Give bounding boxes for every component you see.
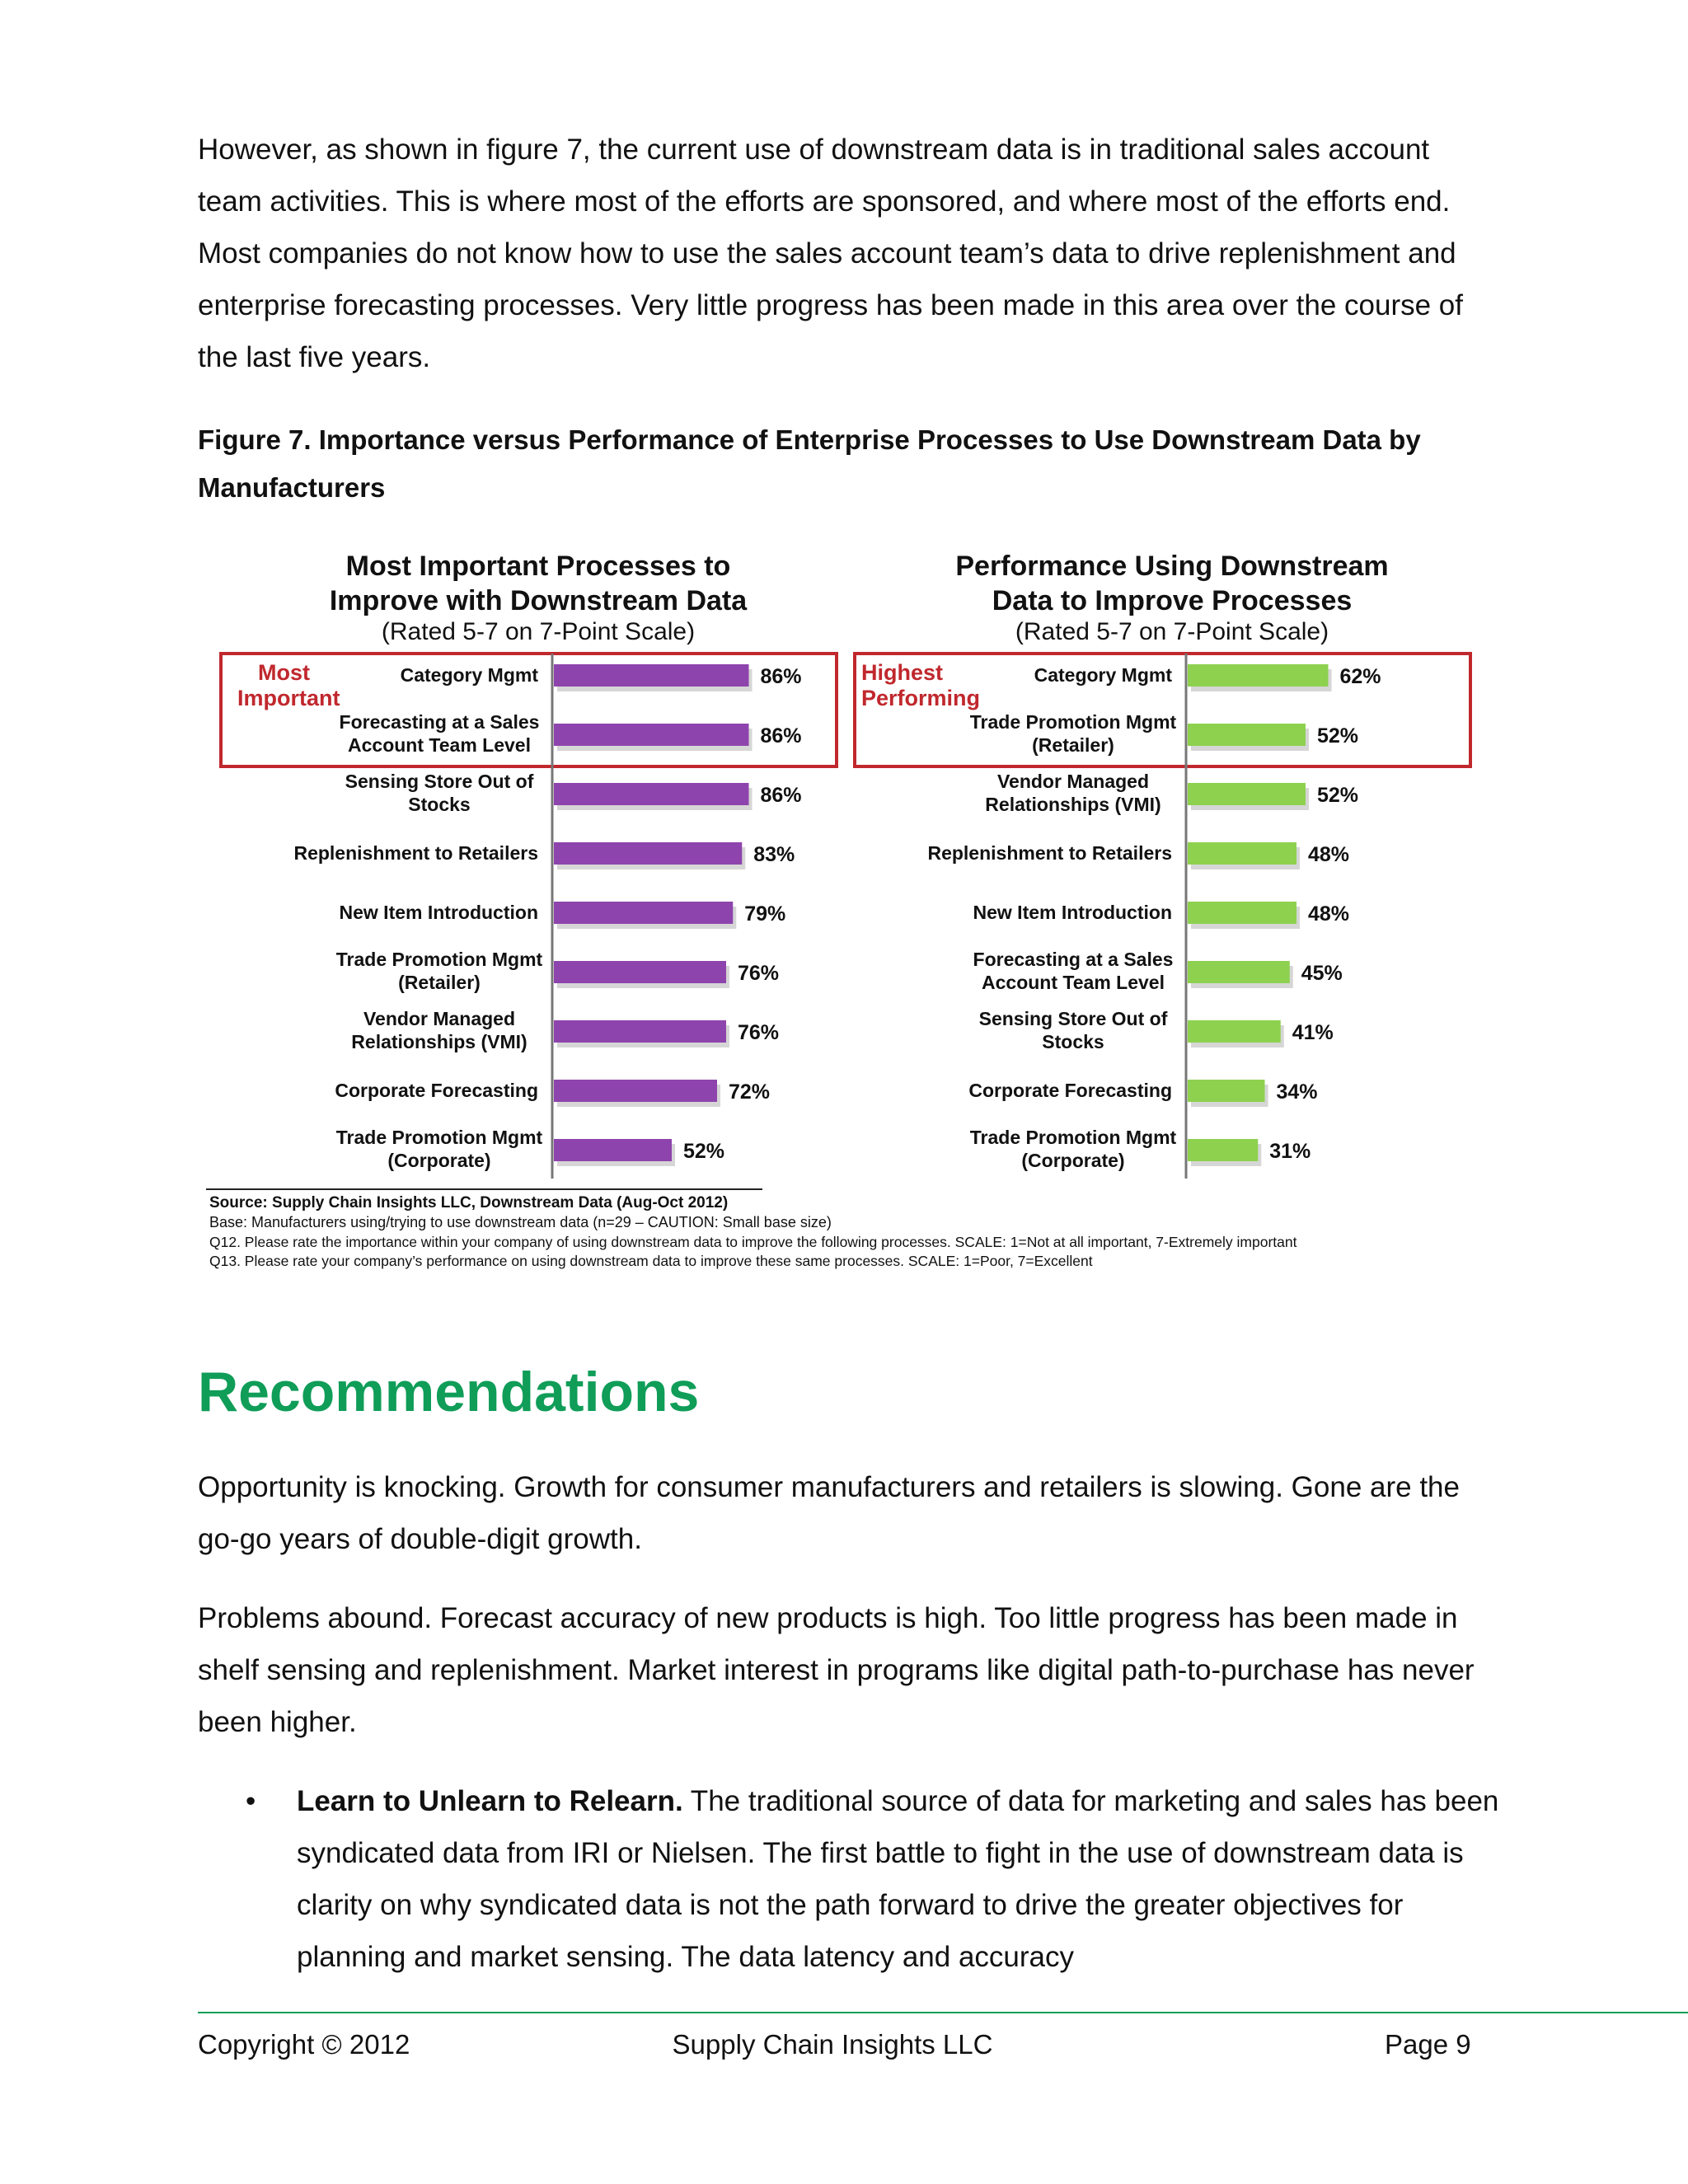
bar <box>1188 1020 1281 1043</box>
bar-value-label: 52% <box>1317 724 1359 748</box>
category-label: (Corporate) <box>387 1150 491 1171</box>
recommendation-list <box>198 1775 1517 1983</box>
bar-value-label: 52% <box>683 1140 725 1163</box>
bar <box>554 783 749 805</box>
bar-value-label: 52% <box>1317 784 1359 807</box>
bar <box>554 902 733 924</box>
category-label: Sensing Store Out of <box>345 771 534 792</box>
importance-chart <box>221 551 837 1179</box>
bar-value-label: 86% <box>760 724 802 748</box>
bar <box>1188 783 1306 805</box>
bar <box>554 724 749 746</box>
bar <box>554 1080 717 1102</box>
category-label: (Corporate) <box>1021 1150 1125 1171</box>
bar-value-label: 31% <box>1269 1140 1311 1163</box>
bar-value-label: 34% <box>1276 1080 1318 1104</box>
category-label: Forecasting at a Sales <box>339 711 540 733</box>
intro-paragraph: However, as shown in figure 7, the current use of downstream data is in traditional sales account team activities. This is where most of the efforts are sponsored, and where most of the efforts end. Most companies do not know how to use the sales account team’s data to drive replenishment and enterprise forecasting processes. Very little progress has been made in this area over the course of the last five years. <box>198 134 1463 373</box>
bar <box>554 664 749 687</box>
bar-value-label: 48% <box>1308 902 1350 926</box>
category-label: Trade Promotion Mgmt <box>335 949 543 970</box>
recommendations-heading: Recommendations <box>198 1361 700 1423</box>
category-label: Trade Promotion Mgmt <box>335 1127 543 1148</box>
bullet-icon: • <box>246 1785 256 1817</box>
bar-value-label: 83% <box>753 843 795 866</box>
category-label: Account Team Level <box>348 734 531 756</box>
category-label: Trade Promotion Mgmt <box>969 1127 1177 1148</box>
bar <box>554 1139 672 1161</box>
chart-subtitle: (Rated 5-7 on 7-Point Scale) <box>1015 618 1329 645</box>
bar-value-label: 79% <box>744 902 786 926</box>
category-label: Vendor Managed <box>363 1008 516 1029</box>
chart-subtitle: (Rated 5-7 on 7-Point Scale) <box>381 618 696 645</box>
chart-title-line: Performance Using Downstream <box>955 551 1389 582</box>
footer-company: Supply Chain Insights LLC <box>672 2029 993 2060</box>
category-label: Stocks <box>408 794 471 815</box>
chart-title-line: Most Important Processes to <box>345 551 731 582</box>
bar <box>1188 724 1306 746</box>
bar <box>554 842 742 865</box>
bullet-title: Learn to Unlearn to Relearn. <box>297 1785 683 1817</box>
category-label: Relationships (VMI) <box>985 794 1161 815</box>
figure-7-chart <box>206 540 1475 1282</box>
highlight-label: Highest <box>861 660 944 685</box>
bar <box>554 1020 726 1043</box>
category-label: Corporate Forecasting <box>968 1080 1172 1101</box>
category-label: Account Team Level <box>982 972 1165 993</box>
base-note: Base: Manufacturers using/trying to use downstream data (n=29 – CAUTION: Small base size) <box>209 1214 832 1230</box>
bar <box>1188 1080 1265 1102</box>
category-label: New Item Introduction <box>973 902 1172 923</box>
category-label: Trade Promotion Mgmt <box>969 711 1177 733</box>
highlight-label: Important <box>237 686 340 710</box>
bar <box>1188 961 1290 983</box>
q12-note: Q12. Please rate the importance within your company of using downstream data to improve the following processes. SCALE: 1=Not at all important, 7-Extremely important <box>209 1234 1297 1250</box>
highlight-label: Performing <box>861 686 981 710</box>
category-label: Corporate Forecasting <box>335 1080 538 1101</box>
bar <box>1188 664 1329 687</box>
bar-value-label: 76% <box>738 1021 780 1044</box>
category-label: (Retailer) <box>1032 734 1114 756</box>
bar-value-label: 62% <box>1339 665 1381 688</box>
footer-page-number: Page 9 <box>1385 2029 1471 2060</box>
bullet-text: The traditional source of data for marketing and sales has been syndicated data from IRI or Nielsen. The first battle to fight in the use of downstream data is clarity on why syndicated data is not the path forward to drive the greater objectives for planning and market sensing. The data latency and accuracy <box>297 1785 1499 1973</box>
bar-value-label: 41% <box>1292 1021 1334 1044</box>
list-item <box>198 1775 1517 1983</box>
chart-title-line: Data to Improve Processes <box>992 585 1353 616</box>
performance-chart <box>855 551 1470 1179</box>
bar-value-label: 76% <box>738 962 780 985</box>
bar-value-label: 86% <box>760 665 802 688</box>
category-label: Stocks <box>1042 1031 1104 1052</box>
bar <box>1188 902 1296 924</box>
bar-value-label: 48% <box>1308 843 1350 866</box>
category-label: Replenishment to Retailers <box>927 842 1172 864</box>
category-label: New Item Introduction <box>339 902 538 923</box>
bar-value-label: 72% <box>729 1080 771 1104</box>
bar <box>1188 1139 1258 1161</box>
figure-caption: Figure 7. Importance versus Performance of Enterprise Processes to Use Downstream Data by Manufacturers <box>198 424 1421 503</box>
bar-value-label: 86% <box>760 784 802 807</box>
q13-note: Q13. Please rate your company’s performance on using downstream data to improve these same processes. SCALE: 1=Poor, 7=Excellent <box>209 1253 1093 1269</box>
footer-rule <box>198 2012 1688 2013</box>
category-label: Relationships (VMI) <box>351 1031 528 1052</box>
chart-title-line: Improve with Downstream Data <box>329 585 748 616</box>
category-label: (Retailer) <box>398 972 481 993</box>
bar <box>1188 842 1296 865</box>
category-label: Category Mgmt <box>400 664 538 686</box>
problems-paragraph: Problems abound. Forecast accuracy of new products is high. Too little progress has been made in shelf sensing and replenishment. Market interest in programs like digital path-to-purchase has never been higher. <box>198 1602 1475 1738</box>
opportunity-paragraph: Opportunity is knocking. Growth for consumer manufacturers and retailers is slowing. Gone are the go-go years of double-digit growth. <box>198 1471 1460 1555</box>
highlight-label: Most <box>258 660 310 685</box>
category-label: Sensing Store Out of <box>978 1008 1168 1029</box>
bar <box>554 961 726 983</box>
category-label: Category Mgmt <box>1034 664 1172 686</box>
category-label: Replenishment to Retailers <box>293 842 538 864</box>
footer-copyright: Copyright © 2012 <box>198 2029 410 2060</box>
bar-value-label: 45% <box>1301 962 1343 985</box>
source-note: Source: Supply Chain Insights LLC, Downstream Data (Aug-Oct 2012) <box>209 1194 729 1212</box>
category-label: Forecasting at a Sales <box>973 949 1174 970</box>
category-label: Vendor Managed <box>996 771 1150 792</box>
